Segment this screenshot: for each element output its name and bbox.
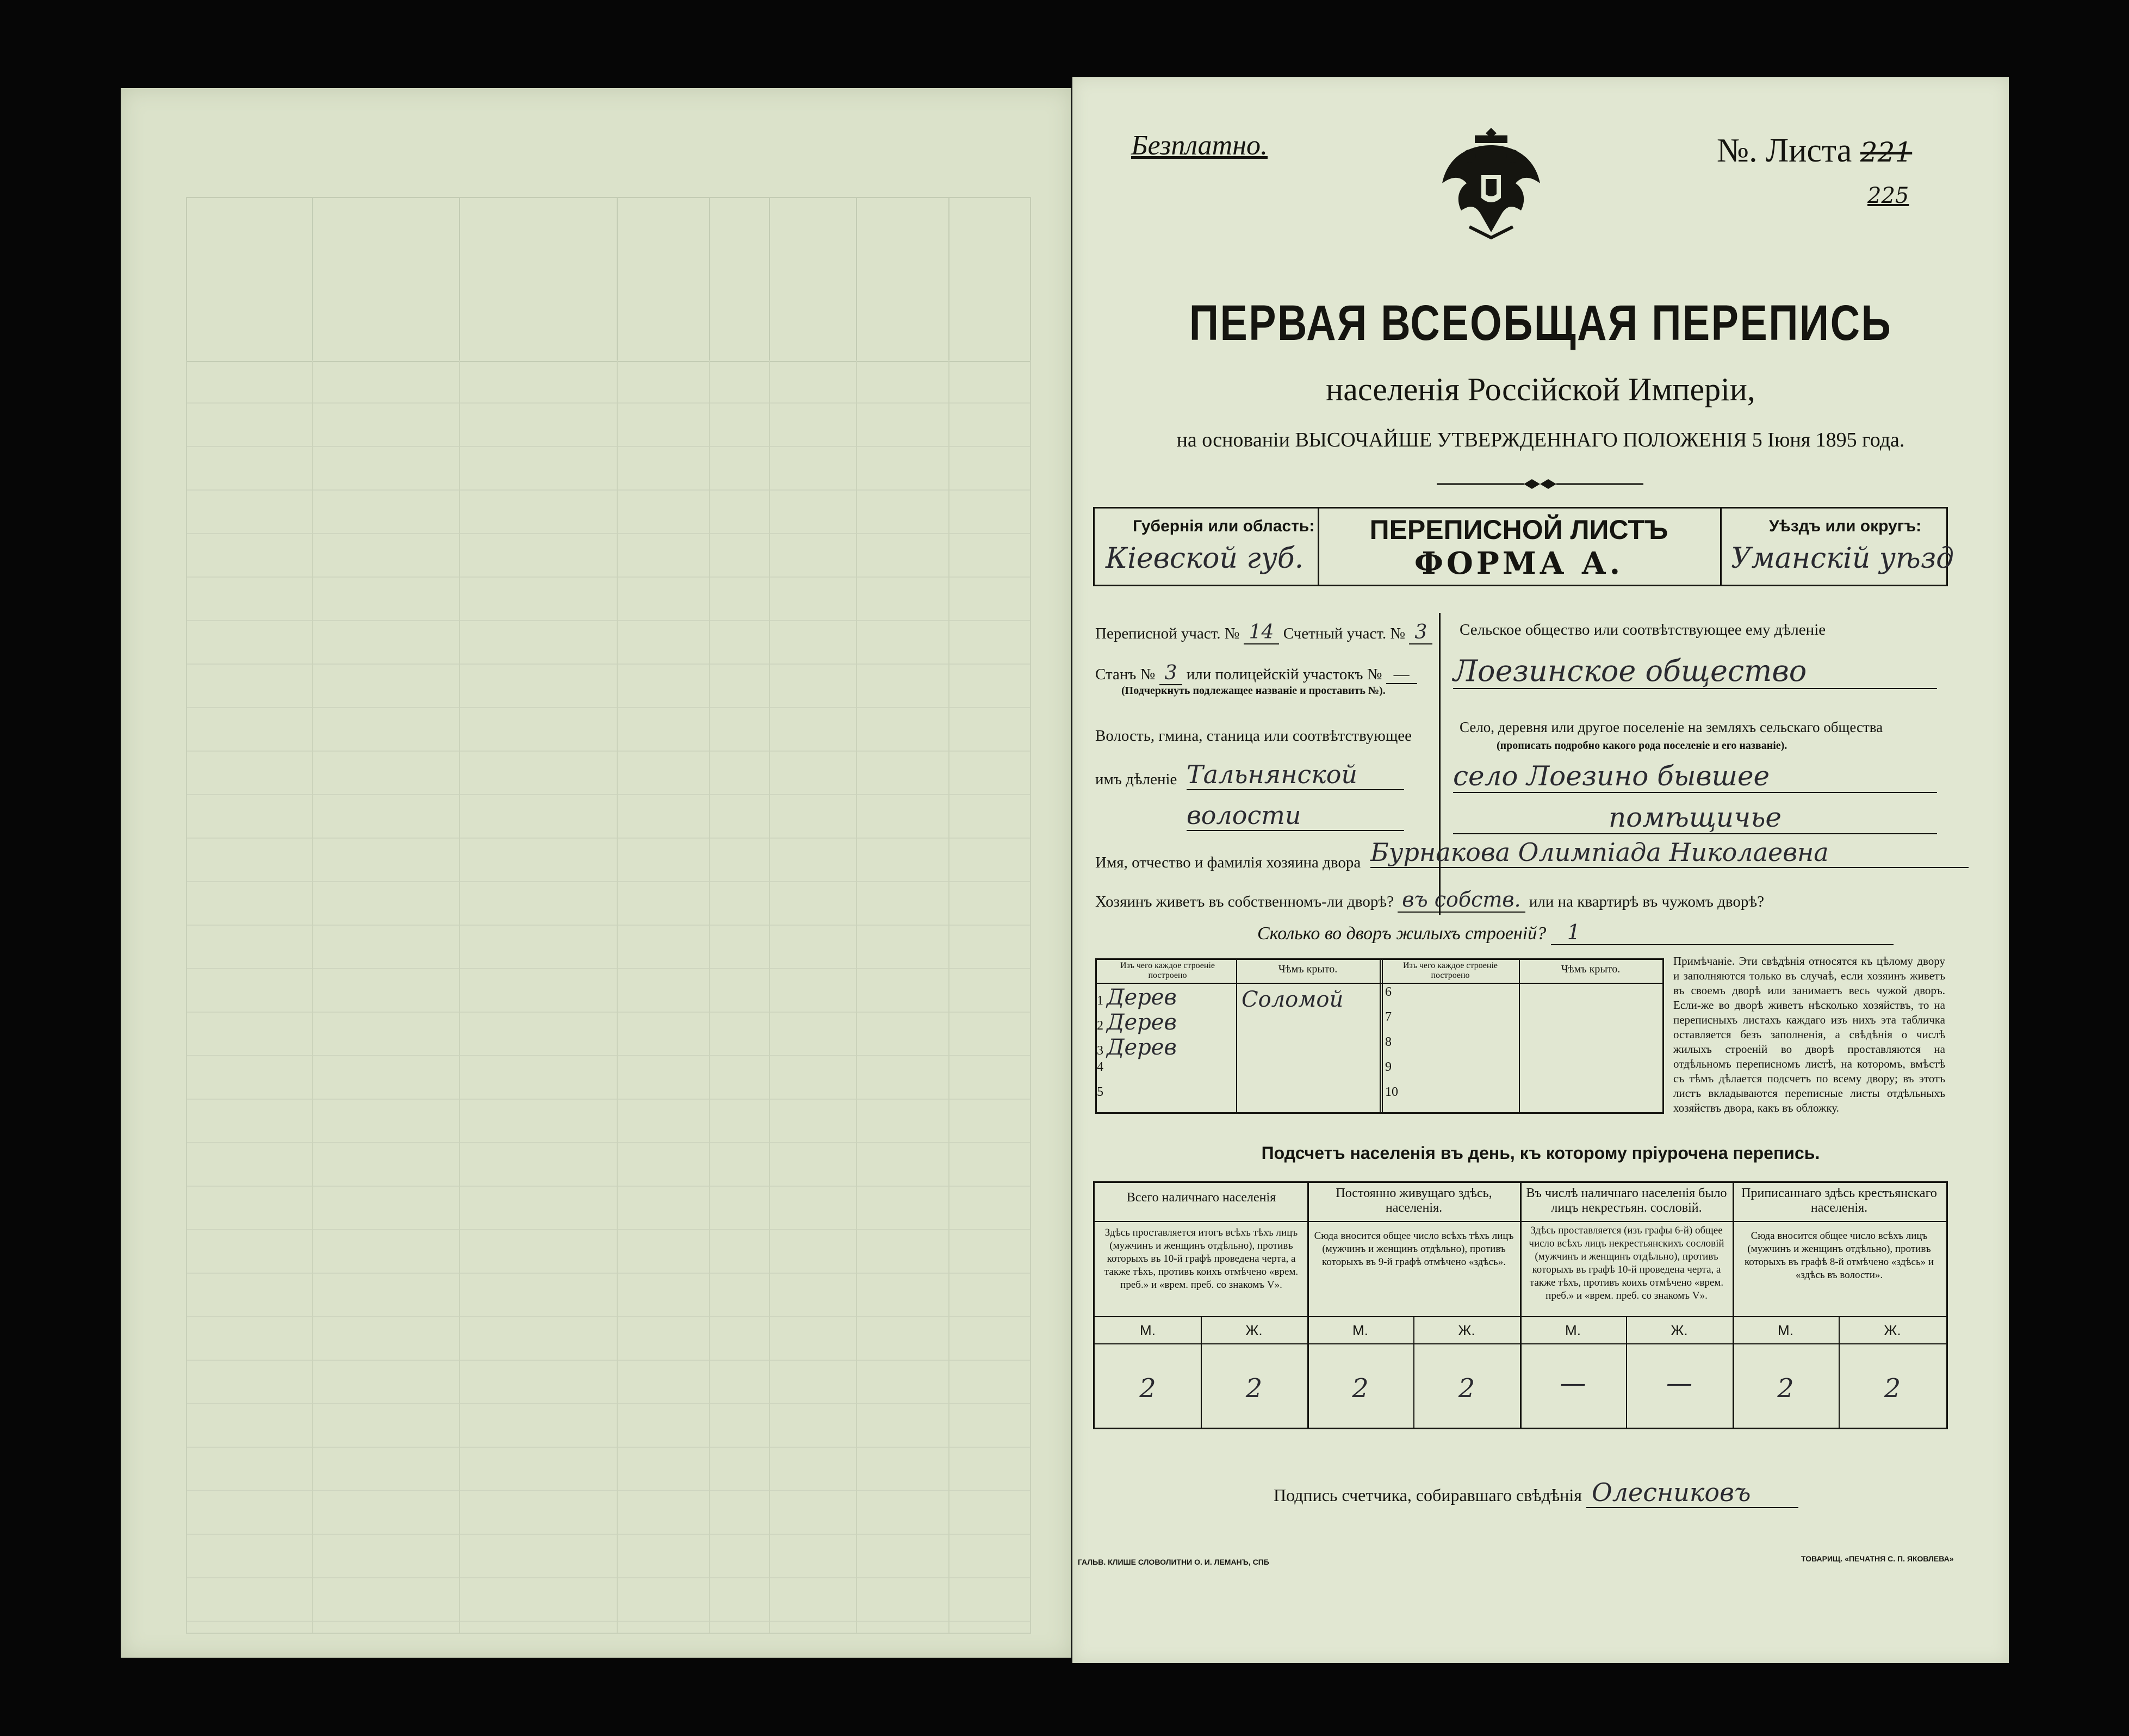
police-label: или полицейскій участокъ № [1186, 666, 1382, 683]
table-row: 5 [1097, 1085, 1103, 1099]
left-page [121, 88, 1071, 1658]
male-header: М. [1352, 1322, 1368, 1338]
bleed-through-header [186, 197, 1031, 362]
sheet-number-handwritten: 221 [1860, 137, 1913, 168]
population-head-permanent: Постоянно живущаго здѣсь, населенія. [1336, 1186, 1492, 1215]
double-headed-eagle-emblem [1437, 123, 1545, 243]
female-header: Ж. [1884, 1322, 1901, 1338]
owner-value: Бурнакова Олимпіада Николаевна [1370, 838, 1969, 868]
table-row: 10 [1385, 1085, 1398, 1099]
population-head-registered: Приписаннаго здѣсь крестьянскаго населенія. [1741, 1186, 1937, 1215]
buildings-col-roof-right: Чѣмъ крыто. [1561, 963, 1621, 975]
buildings-rows-left [1097, 985, 1236, 1110]
total-male-value: 2 [1139, 1373, 1156, 1404]
table-row: 8 [1385, 1035, 1392, 1049]
table-row: 9 [1385, 1060, 1392, 1074]
police-value: — [1386, 666, 1417, 684]
printer-credit-right: ТОВАРИЩ. «ПЕЧАТНЯ С. П. ЯКОВЛЕВА» [1801, 1554, 1954, 1563]
gubernia-label: Губернія или область: [1133, 517, 1315, 535]
permanent-female-value: 2 [1458, 1373, 1475, 1404]
buildings-col-material-left: Изъ чего каждое строеніе построено [1120, 961, 1215, 980]
total-female-value: 2 [1245, 1373, 1263, 1404]
signature-value: Олесниковъ [1586, 1478, 1798, 1508]
owner-row [1095, 854, 1361, 872]
signature-row [1274, 1478, 1798, 1508]
table-row: 4 [1097, 1060, 1103, 1074]
male-header: М. [1140, 1322, 1156, 1338]
census-district-label: Переписной участ. № [1095, 625, 1240, 642]
buildings-rows-right [1385, 985, 1516, 1110]
table-row: 3 Дерев [1097, 1035, 1177, 1060]
page-subtitle: населенія Россійской Имперіи, [1326, 371, 1755, 407]
non-peasant-male-value: — [1560, 1368, 1586, 1398]
table-row: 2 Дерев [1097, 1010, 1177, 1035]
form-label: ФОРМА А. [1414, 545, 1624, 581]
underline-note: (Подчеркнуть подлежащее названіе и проставить №). [1121, 685, 1386, 697]
footnote: Примѣчаніе. Эти свѣдѣнія относятся къ цѣлому двору и заполняются только въ случаѣ, если хозяинъ живетъ въ своемъ дворѣ или занимаетъ весь чужой дворъ. Если-же во дворѣ живетъ нѣсколько хозяйствъ, то на переписныхъ листахъ каждаго изъ нихъ эта табличка оставляется безъ заполненія, а свѣдѣнія о числѣ жилыхъ строеній во дворѣ проставляются на отдѣльномъ переписномъ листѣ, на которомъ, вмѣстѣ съ тѣмъ дѣлается подсчетъ по всему двору; въ этотъ листъ вкладываются переписные листы отдѣльныхъ хозяйствъ двора, какъ въ обложку. [1673, 954, 1945, 1114]
residence-label-own: Хозяинъ живетъ въ собственномъ-ли дворѣ? [1095, 893, 1394, 910]
volost-label-2: имъ дѣленіе [1095, 771, 1177, 788]
table-row: 6 [1385, 985, 1392, 999]
gubernia-value: Кіевской губ. [1106, 542, 1304, 575]
registered-male-value: 2 [1777, 1373, 1794, 1404]
volost-label-1: Волость, гмина, станица или соотвѣтствующее [1095, 727, 1412, 745]
owner-label: Имя, отчество и фамилія хозяина двора [1095, 854, 1361, 871]
count-district-label: Счетный участ. № [1283, 625, 1406, 642]
residence-label-rent: или на квартирѣ въ чужомъ дворѣ? [1529, 893, 1764, 910]
buildings-count-label: Сколько во дворъ жилыхъ строеній? [1257, 923, 1547, 944]
registered-female-value: 2 [1884, 1373, 1901, 1404]
male-header: М. [1778, 1322, 1793, 1338]
bleed-through-table [186, 197, 1029, 1633]
society-label: Сельское общество или соотвѣтствующее ему дѣленіе [1460, 621, 1826, 638]
bleed-through-rows [186, 360, 1031, 1634]
population-count-title: Подсчетъ населенія въ день, къ которому пріурочена перепись. [1261, 1143, 1820, 1163]
uezd-value: Уманскій уѣзд [1731, 542, 1954, 575]
header-box [1093, 507, 1954, 586]
population-table [1093, 1181, 1948, 1429]
free-of-charge-label: Безплатно. [1131, 130, 1268, 161]
volost-value-2: волости [1187, 801, 1404, 831]
count-district-value: 3 [1409, 621, 1432, 644]
signature-label: Подпись счетчика, собиравшаго свѣдѣнія [1274, 1485, 1582, 1505]
population-head-total: Всего наличнаго населенія [1126, 1191, 1276, 1205]
sheet-title-block [1318, 514, 1720, 581]
population-desc-registered: Сюда вносится общее число всѣхъ лицъ (мужчинъ и женщинъ отдѣльно), противъ которыхъ въ графѣ 8-й отмѣчено «здѣсь» и «здѣсь въ волости». [1744, 1230, 1934, 1281]
census-district-value: 14 [1244, 621, 1280, 644]
table-row: 7 [1385, 1010, 1392, 1024]
census-district-row [1095, 621, 1432, 643]
village-value-1: село Лоезино бывшее [1453, 760, 1937, 793]
roof-value-1: Соломой [1242, 987, 1344, 1012]
population-desc-total: Здѣсь проставляется итогъ всѣхъ тѣхъ лицъ (мужчинъ и женщинъ отдѣльно), противъ которыхъ въ 10-й графѣ проведена черта, а также тѣхъ, противъ коихъ отмѣчено «врем. преб.» и «врем. преб. со знакомъ V». [1104, 1227, 1299, 1291]
society-value: Лоезинское общество [1453, 654, 1937, 689]
sheet-number [1717, 132, 1912, 170]
ornament-divider [1431, 476, 1649, 492]
uezd-label: Уѣздъ или округъ: [1769, 517, 1922, 535]
buildings-col-material-right: Изъ чего каждое строеніе построено [1402, 961, 1498, 980]
female-header: Ж. [1671, 1322, 1688, 1338]
fields-divider [1439, 613, 1441, 915]
census-form-page [1072, 77, 2009, 1663]
village-note: (прописать подробно какого рода поселеніе и его названіе). [1497, 740, 1787, 752]
buildings-col-roof-left: Чѣмъ крыто. [1278, 963, 1338, 975]
village-value-2: помѣщичье [1453, 802, 1937, 834]
sheet-title: ПЕРЕПИСНОЙ ЛИСТЪ [1369, 514, 1668, 545]
residence-row [1095, 888, 1764, 912]
legal-basis-line: на основаніи ВЫСОЧАЙШЕ УТВЕРЖДЕННАГО ПОЛОЖЕНІЯ 5 Іюня 1895 года. [1176, 429, 1905, 451]
population-head-non-peasant: Въ числѣ наличнаго населенія было лицъ некрестьян. сословій. [1526, 1186, 1727, 1215]
permanent-male-value: 2 [1352, 1373, 1369, 1404]
sheet-number-corrected: 225 [1867, 183, 1909, 208]
female-header: Ж. [1458, 1322, 1475, 1338]
buildings-count-row [1257, 920, 1894, 945]
table-row: 1 Дерев [1097, 985, 1177, 1010]
village-label: Село, деревня или другое поселеніе на земляхъ сельскаго общества [1460, 719, 1883, 735]
page-title: ПЕРВАЯ ВСЕОБЩАЯ ПЕРЕПИСЬ [1189, 295, 1892, 351]
population-desc-non-peasant: Здѣсь проставляется (изъ графы 6-й) общее число всѣхъ лицъ некрестьянскихъ сословій (мужчинъ и женщинъ отдѣльно), противъ которыхъ въ графѣ 10-й проведена черта, а также тѣхъ, противъ коихъ отмѣчено «врем. преб.» и «врем. преб. со знакомъ V». [1529, 1225, 1724, 1301]
printer-credit-left: ГАЛЬВ. КЛИШЕ СЛОВОЛИТНИ О. И. ЛЕМАНЪ, СПБ [1078, 1558, 1269, 1566]
buildings-table [1095, 958, 1664, 1114]
stan-label: Станъ № [1095, 666, 1156, 683]
buildings-count-value: 1 [1551, 920, 1894, 945]
female-header: Ж. [1245, 1322, 1263, 1338]
stan-value: 3 [1159, 662, 1183, 685]
male-header: М. [1565, 1322, 1581, 1338]
residence-value: въ собств. [1398, 888, 1525, 913]
stan-row [1095, 662, 1417, 684]
sheet-number-label: №. Листа [1717, 132, 1852, 169]
population-desc-permanent: Сюда вносится общее число всѣхъ тѣхъ лицъ (мужчинъ и женщинъ отдѣльно), противъ которыхъ въ 9-й графѣ отмѣчено «здѣсь». [1314, 1230, 1514, 1268]
non-peasant-female-value: — [1666, 1368, 1692, 1398]
volost-value-1: Тальнянской [1187, 760, 1404, 790]
